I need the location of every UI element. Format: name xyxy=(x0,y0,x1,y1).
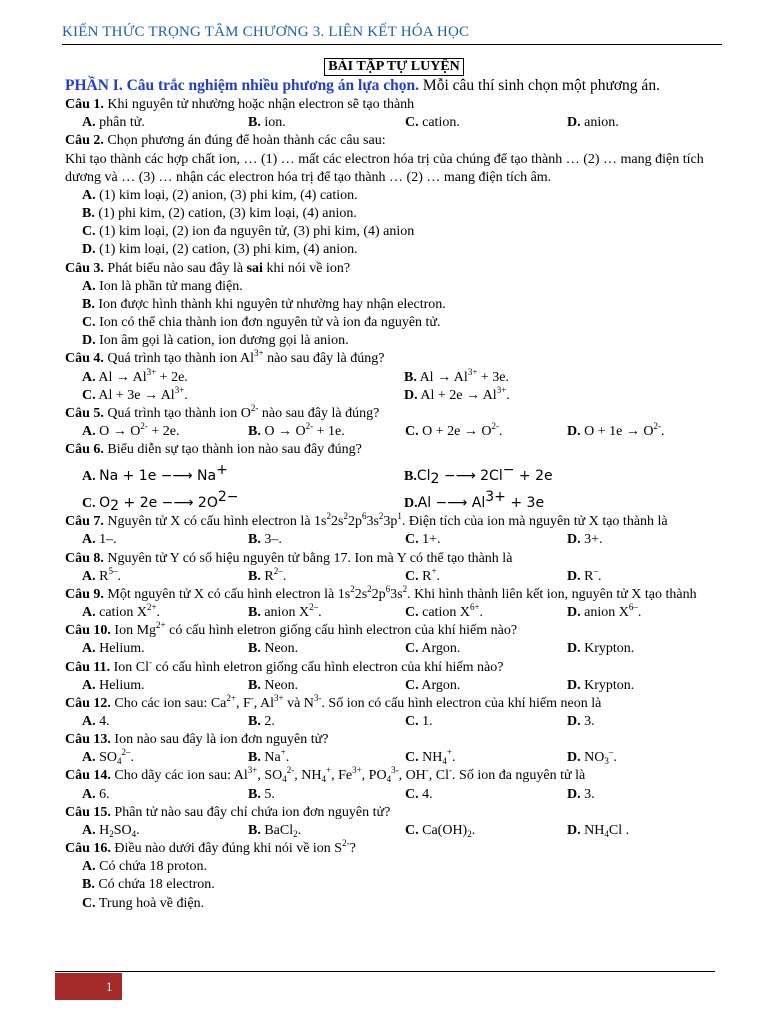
option-c[interactable]: C. $O + 2e \to O^{2-}$. xyxy=(405,420,503,439)
option-b[interactable]: B. 2. xyxy=(248,714,275,729)
option-a[interactable]: A. Helium. xyxy=(82,677,145,693)
option-a[interactable]: A. 4. xyxy=(82,714,110,729)
question-6-options-row2 xyxy=(65,486,723,513)
page-number: 1 xyxy=(106,979,113,994)
worksheet xyxy=(65,58,723,913)
option-a[interactable]: A. cation $X^{2+}$. xyxy=(82,602,161,621)
question-12: Câu 12. Cho các ion sau: $Ca^{2+}$, F-, $Al^{3+}$ và $N^{3-}$. Số ion có cấu hình electron của khí hiếm neon là xyxy=(65,692,602,711)
option-c[interactable]: C. $O_2 + 2e$ −⟶ $2O^{2-}$ xyxy=(82,489,239,515)
option-b[interactable]: B. $Al \to Al^{3+} + 3e$. xyxy=(404,366,509,385)
option-c[interactable]: C. (1) kim loại, (2) ion đa nguyên tử, (3) phi kim, (4) anion xyxy=(82,224,415,240)
option-d[interactable]: D. 3+. xyxy=(567,532,603,548)
option-d[interactable]: D. anion $X^{6-}$. xyxy=(567,602,642,621)
option-b[interactable]: B. Neon. xyxy=(248,677,299,693)
option-a[interactable]: A. 6. xyxy=(82,786,110,802)
question-7: Câu 7. Nguyên tử X có cấu hình electron là $1s^22s^22p^63s^23p^1$. Điện tích của ion mà nguyên tử X tạo thành là xyxy=(65,511,668,530)
question-8-options xyxy=(65,565,723,586)
option-a[interactable]: A. phân tử. xyxy=(82,115,145,131)
question-16: Câu 16. Điều nào dưới đây đúng khi nói về ion $S^{2-}$? xyxy=(65,838,356,857)
question-1-options xyxy=(65,114,723,132)
option-d[interactable]: D. 3. xyxy=(567,714,595,729)
question-6-options-row1 xyxy=(65,459,723,486)
question-15-options xyxy=(65,822,723,840)
question-8: Câu 8. Nguyên tử Y có số hiệu nguyên tử bằng 17. Ion mà Y có thể tạo thành là xyxy=(65,550,513,566)
option-d[interactable]: D.Al −⟶ $Al^{3+} + 3e$ xyxy=(404,489,545,512)
option-a[interactable]: A. (1) kim loại, (2) anion, (3) phi kim, (4) cation. xyxy=(82,187,358,203)
option-a[interactable]: A. $SO_4^{2-}$. xyxy=(82,747,135,767)
question-14-options xyxy=(65,786,723,804)
option-c[interactable]: C. Ion có thể chia thành ion đơn nguyên tử và ion đa nguyên tử. xyxy=(82,315,441,331)
question-15: Câu 15. Phân tử nào sau đây chỉ chứa ion đơn nguyên tử? xyxy=(65,804,391,820)
option-c[interactable]: C. $Ca(OH)_2$. xyxy=(405,822,476,839)
question-13: Câu 13. Ion nào sau đây là ion đơn nguyên tử? xyxy=(65,732,329,748)
option-d[interactable]: D. $O + 1e \to O^{2-}$. xyxy=(567,420,665,439)
question-5: Câu 5. Quá trình tạo thành ion $O^{2-}$ nào sau đây là đúng? xyxy=(65,402,380,421)
option-a[interactable]: A. 1–. xyxy=(82,532,117,548)
option-a[interactable]: A. Ion là phần tử mang điện. xyxy=(82,278,243,294)
question-2: Câu 2. Chọn phương án đúng để hoàn thành các câu sau: xyxy=(65,133,386,149)
option-d[interactable]: D. anion. xyxy=(567,115,619,131)
option-a[interactable]: A. $H_2SO_4$. xyxy=(82,822,140,839)
question-11: Câu 11. Ion Cl- có cấu hình eletron giống cấu hình electron của khí hiếm nào? xyxy=(65,656,504,675)
option-b[interactable]: B. $R^{2-}$. xyxy=(248,565,287,584)
option-a[interactable]: A. Helium. xyxy=(82,641,145,657)
option-c[interactable]: C. $Al + 3e \to Al^{3+}$. xyxy=(82,384,188,403)
option-b[interactable]: B. Có chứa 18 electron. xyxy=(82,877,215,893)
question-5-options xyxy=(65,420,723,441)
option-b[interactable]: B. Ion được hình thành khi nguyên tử nhường hay nhận electron. xyxy=(82,296,446,312)
option-b[interactable]: B. $O \to O^{2-} + 1e$. xyxy=(248,420,345,439)
part-heading: PHẦN I. Câu trắc nghiệm nhiều phương án lựa chọn. Mỗi câu thí sinh chọn một phương án. xyxy=(65,77,660,95)
question-14: Câu 14. Cho dãy các ion sau: $Al^{3+}$, $SO_4^{2-}$, $NH_4^+$, $Fe^{3+}$, $PO_4^{3-}$, OH-, Cl-. Số ion đa nguyên tử là xyxy=(65,765,586,785)
option-c[interactable]: C. cation $X^{6+}$. xyxy=(405,602,484,621)
question-4: Câu 4. Quá trình tạo thành ion $Al^{3+}$ nào sau đây là đúng? xyxy=(65,348,385,367)
option-d[interactable]: D. (1) kim loại, (2) cation, (3) phi kim, (4) anion. xyxy=(82,242,358,258)
option-b[interactable]: B. Neon. xyxy=(248,641,299,657)
option-b[interactable]: B. anion $X^{2-}$. xyxy=(248,602,322,621)
option-c[interactable]: C. 4. xyxy=(405,786,433,802)
option-b[interactable]: B. BaCl$_2$. xyxy=(248,822,302,839)
option-d[interactable]: D. Krypton. xyxy=(567,641,635,657)
question-6: Câu 6. Biểu diễn sự tạo thành ion nào sau đây đúng? xyxy=(65,442,362,458)
option-c[interactable]: C. R+. xyxy=(405,565,441,584)
question-4-options-row2 xyxy=(65,384,723,405)
option-d[interactable]: D. Ion âm gọi là cation, ion dương gọi là anion. xyxy=(82,333,349,349)
option-c[interactable]: C. Trung hoà về điện. xyxy=(82,895,205,911)
option-c[interactable]: C. Argon. xyxy=(405,641,461,657)
option-a[interactable]: A. Na + 1e −⟶ Na+ xyxy=(82,462,228,485)
option-d[interactable]: D. R–. xyxy=(567,565,602,584)
option-d[interactable]: D. $NH_4Cl$ . xyxy=(567,822,630,839)
running-header: KIẾN THỨC TRỌNG TÂM CHƯƠNG 3. LIÊN KẾT HÓA HỌC xyxy=(62,24,470,40)
option-b[interactable]: B. 3–. xyxy=(248,532,282,548)
option-c[interactable]: C. Argon. xyxy=(405,677,461,693)
option-b[interactable]: B. Na+. xyxy=(248,747,290,766)
option-a[interactable]: A. $Al \to Al^{3+} + 2e$. xyxy=(82,366,188,385)
worksheet-title: BÀI TẬP TỰ LUYỆN xyxy=(324,58,464,76)
question-10-options xyxy=(65,640,723,658)
question-7-options xyxy=(65,531,723,549)
header-divider xyxy=(62,44,722,45)
option-c[interactable]: C. cation. xyxy=(405,115,460,131)
option-b[interactable]: $B.Cl_2$ −⟶ 2Cl− + 2e xyxy=(404,462,553,488)
option-b[interactable]: B. ion. xyxy=(248,115,286,131)
question-4-options-row1 xyxy=(65,366,723,387)
option-a[interactable]: A. $O \to O^{2-} + 2e$. xyxy=(82,420,180,439)
question-3: Câu 3. Phát biểu nào sau đây là sai khi nói về ion? xyxy=(65,260,351,276)
option-a[interactable]: A. Có chứa 18 proton. xyxy=(82,859,208,875)
question-2-body: Khi tạo thành các hợp chất ion, … (1) … mất các electron hóa trị của chúng để tạo thành … (2) … mang điện tích dương và … (3) … nhận các electron hóa trị để tạo thành … (2) … mang điện tích âm. xyxy=(65,151,704,185)
option-a[interactable]: A. $R^{5-}$. xyxy=(82,565,121,584)
option-c[interactable]: C. $NH_4^+$. xyxy=(405,747,456,767)
option-d[interactable]: D. Krypton. xyxy=(567,677,635,693)
option-c[interactable]: C. 1. xyxy=(405,714,433,729)
question-12-options xyxy=(65,713,723,731)
option-d[interactable]: D. 3. xyxy=(567,786,595,802)
question-1: Câu 1. Khi nguyên tử nhường hoặc nhận electron sẽ tạo thành xyxy=(65,97,415,113)
question-10: Câu 10. Ion $Mg^{2+}$ có cấu hình eletron giống cấu hình electron của khí hiếm nào? xyxy=(65,620,518,639)
option-d[interactable]: D. $Al + 2e \to Al^{3+}$. xyxy=(404,384,510,403)
option-b[interactable]: B. (1) phi kim, (2) cation, (3) kim loại, (4) anion. xyxy=(82,206,357,222)
footer-divider xyxy=(55,971,715,972)
option-b[interactable]: B. 5. xyxy=(248,786,275,802)
option-c[interactable]: C. 1+. xyxy=(405,532,441,548)
question-11-options xyxy=(65,677,723,695)
question-9: Câu 9. Một nguyên tử X có cấu hình electron là $1s^22s^22p^63s^2$. Khi hình thành liên kết ion, nguyên tử X tạo thành xyxy=(65,583,697,602)
option-d[interactable]: D. $NO_3^-$. xyxy=(567,747,617,767)
